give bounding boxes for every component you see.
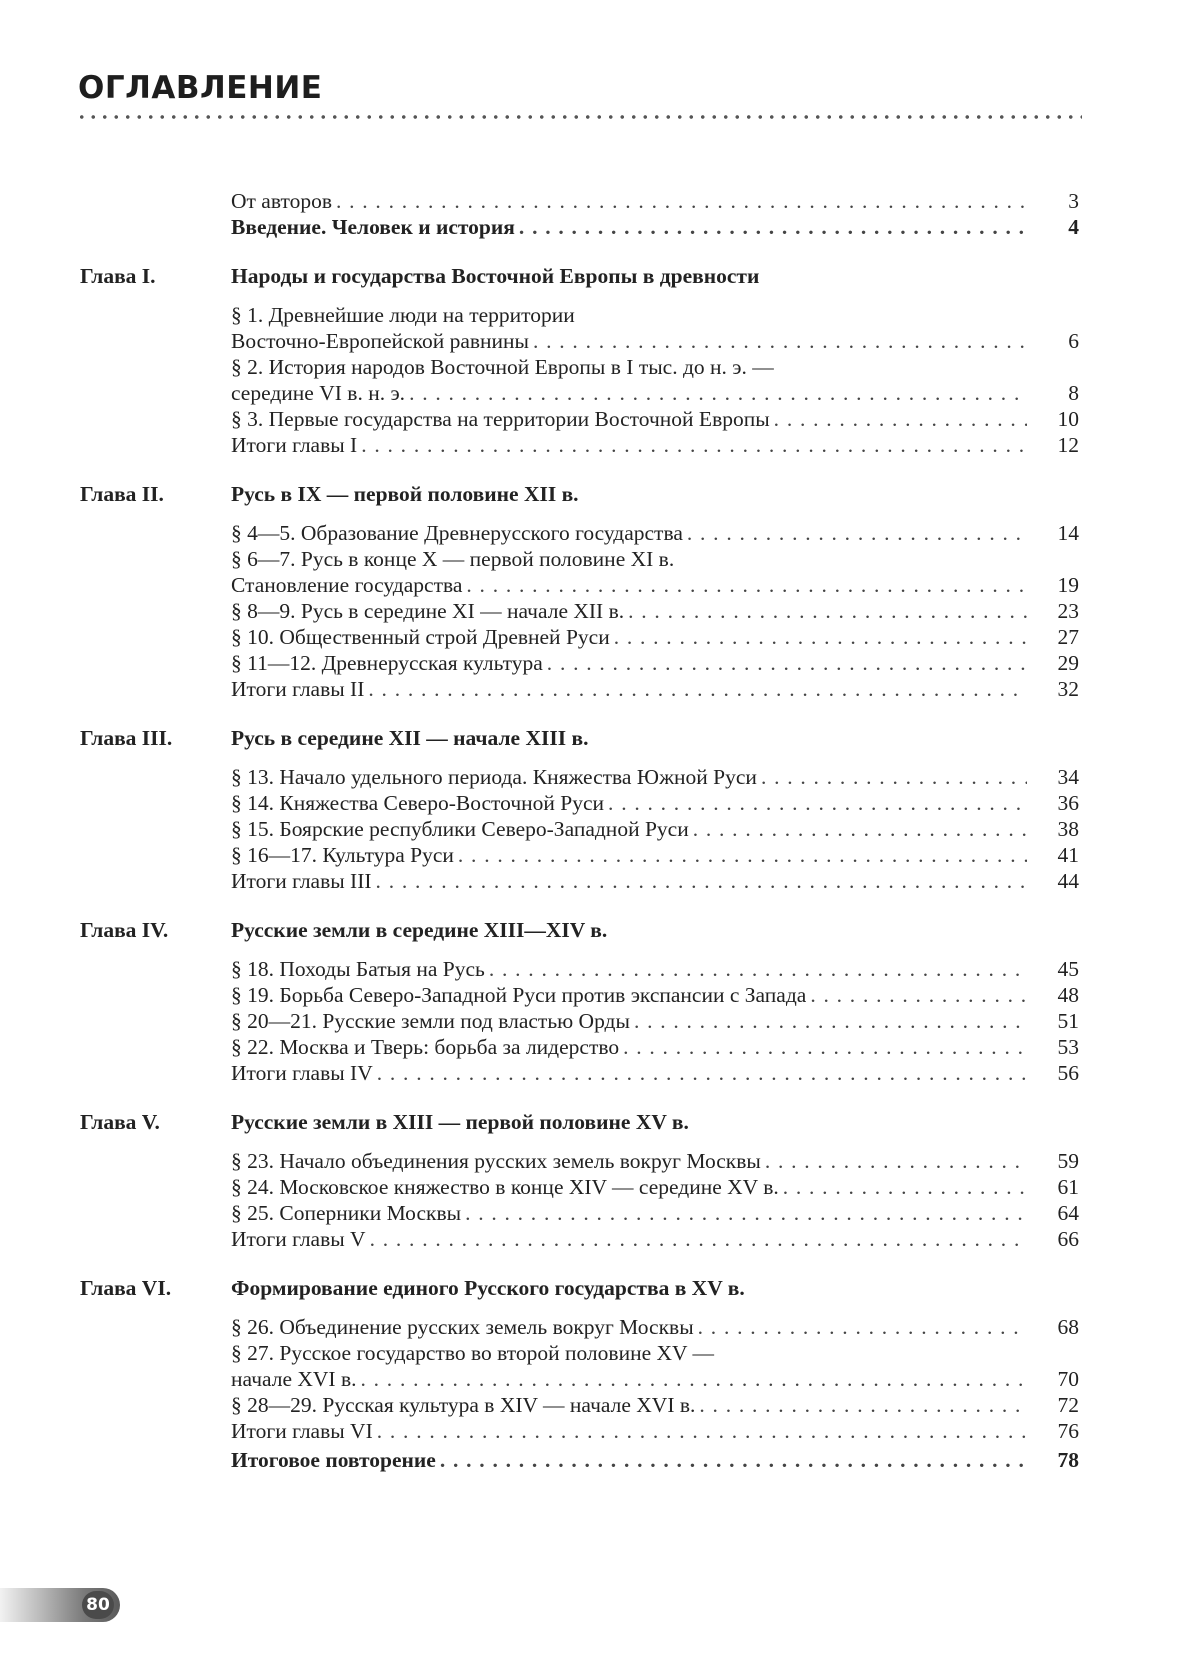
toc-entry-line	[0, 868, 1079, 894]
entry-text: § 26. Объединение русских земель вокруг Москвы	[231, 1315, 694, 1339]
chapter-title: Русские земли в XIII — первой половине XV в.	[231, 1110, 689, 1134]
dot-leader	[336, 188, 1027, 214]
toc-entry-line	[0, 188, 1079, 214]
chapter-label: Глава III.	[80, 726, 173, 750]
toc-entry-line	[0, 650, 1079, 676]
dot-leader	[687, 520, 1027, 546]
dot-leader	[614, 624, 1027, 650]
entry-text: § 18. Походы Батыя на Русь	[231, 957, 485, 981]
table-of-contents	[0, 188, 1191, 1473]
entry-page-number: 78	[1057, 1448, 1079, 1472]
entry-text: Восточно-Европейской равнины	[231, 329, 529, 353]
toc-entry-line	[0, 520, 1079, 546]
toc-entry-line	[0, 790, 1079, 816]
toc-entry-line	[0, 1226, 1079, 1252]
entry-text: § 15. Боярские республики Северо-Западной Руси	[231, 817, 689, 841]
chapter-heading	[0, 262, 1191, 290]
entry-page-number: 12	[1057, 433, 1079, 457]
chapter-title: Русские земли в середине XIII—XIV в.	[231, 918, 608, 942]
toc-entry-line	[0, 956, 1079, 982]
entry-text: Становление государства	[231, 573, 463, 597]
page-number: 80	[82, 1591, 114, 1619]
entry-text: § 11—12. Древнерусская культура	[231, 651, 543, 675]
entry-text: Итоги главы I	[231, 433, 358, 457]
chapter-label: Глава IV.	[80, 918, 169, 942]
entry-page-number: 27	[1057, 625, 1079, 649]
entry-text: Итоговое повторение	[231, 1448, 436, 1472]
chapter-section	[0, 1274, 1191, 1444]
toc-entry-line	[0, 1314, 1079, 1340]
chapter-heading	[0, 1108, 1191, 1136]
dot-leader	[783, 1174, 1027, 1200]
toc-entry-line	[0, 624, 1079, 650]
entry-text: § 24. Московское княжество в конце XIV — середине XV в.	[231, 1175, 779, 1199]
entry-text: § 4—5. Образование Древнерусского государства	[231, 521, 683, 545]
toc-entry-line	[0, 1200, 1079, 1226]
dot-leader	[519, 214, 1027, 240]
entry-text: § 6—7. Русь в конце X — первой половине XI в.	[231, 547, 675, 571]
entry-page-number: 41	[1057, 843, 1079, 867]
toc-entry-line	[0, 1366, 1079, 1392]
dot-leader	[547, 650, 1027, 676]
entry-text: § 10. Общественный строй Древней Руси	[231, 625, 610, 649]
chapter-heading	[0, 1274, 1191, 1302]
chapter-section	[0, 724, 1191, 894]
toc-entry-line	[0, 406, 1079, 432]
dot-leader	[409, 380, 1027, 406]
chapter-title: Народы и государства Восточной Европы в древности	[231, 264, 760, 288]
entry-text: § 22. Москва и Тверь: борьба за лидерство	[231, 1035, 620, 1059]
entry-text: § 27. Русское государство во второй половине XV —	[231, 1341, 715, 1365]
chapter-title: Русь в IX — первой половине XII в.	[231, 482, 579, 506]
dot-leader	[623, 1034, 1027, 1060]
dot-leader	[376, 868, 1027, 894]
entry-page-number: 19	[1057, 573, 1079, 597]
toc-entry-line	[0, 1148, 1079, 1174]
toc-entry-line	[0, 1340, 1079, 1366]
entry-text: § 2. История народов Восточной Европы в I тыс. до н. э. —	[231, 355, 774, 379]
entry-page-number: 56	[1057, 1061, 1079, 1085]
toc-entry-line	[0, 676, 1079, 702]
dot-leader	[440, 1447, 1027, 1473]
dot-leader	[628, 598, 1027, 624]
chapter-label: Глава I.	[80, 264, 156, 288]
chapter-section	[0, 1108, 1191, 1252]
entry-text: § 8—9. Русь в середине XI — начале XII в.	[231, 599, 625, 623]
chapter-section	[0, 262, 1191, 458]
chapter-label: Глава V.	[80, 1110, 160, 1134]
toc-entry-line	[0, 1060, 1079, 1086]
entry-text: § 16—17. Культура Руси	[231, 843, 454, 867]
dot-leader	[377, 1060, 1027, 1086]
entry-page-number: 45	[1057, 957, 1079, 981]
entry-text: § 25. Соперники Москвы	[231, 1201, 462, 1225]
title-dotted-rule	[76, 114, 1082, 120]
entry-page-number: 61	[1057, 1175, 1079, 1199]
entry-text: Итоги главы II	[231, 677, 365, 701]
entry-page-number: 59	[1057, 1149, 1079, 1173]
entry-page-number: 34	[1057, 765, 1079, 789]
entry-page-number: 51	[1057, 1009, 1079, 1033]
dot-leader	[698, 1314, 1027, 1340]
dot-leader	[489, 956, 1027, 982]
dot-leader	[699, 1392, 1027, 1418]
dot-leader	[761, 764, 1027, 790]
toc-entry-line	[0, 842, 1079, 868]
chapter-heading	[0, 724, 1191, 752]
toc-entry-line	[0, 1418, 1079, 1444]
toc-entry-line	[0, 1392, 1079, 1418]
entry-text: Итоги главы VI	[231, 1419, 373, 1443]
entry-page-number: 48	[1057, 983, 1079, 1007]
entry-text: § 3. Первые государства на территории Восточной Европы	[231, 407, 770, 431]
entry-page-number: 64	[1057, 1201, 1079, 1225]
chapter-section	[0, 916, 1191, 1086]
toc-entry-line	[0, 598, 1079, 624]
dot-leader	[377, 1418, 1027, 1444]
entry-text: начале XVI в.	[231, 1367, 357, 1391]
entry-page-number: 36	[1057, 791, 1079, 815]
entry-page-number: 44	[1057, 869, 1079, 893]
dot-leader	[370, 1226, 1027, 1252]
page-number-tab	[0, 1588, 120, 1622]
entry-text: Итоги главы V	[231, 1227, 366, 1251]
chapter-section	[0, 480, 1191, 702]
toc-entry-line	[0, 1034, 1079, 1060]
entry-page-number: 76	[1057, 1419, 1079, 1443]
toc-entry-line	[0, 214, 1079, 240]
entry-text: § 1. Древнейшие люди на территории	[231, 303, 575, 327]
toc-entry-line	[0, 354, 1079, 380]
dot-leader	[361, 432, 1027, 458]
dot-leader	[361, 1366, 1028, 1392]
entry-text: Итоги главы III	[231, 869, 372, 893]
toc-entry-line	[0, 1447, 1079, 1473]
entry-page-number: 3	[1068, 189, 1079, 213]
dot-leader	[765, 1148, 1027, 1174]
chapter-label: Глава II.	[80, 482, 164, 506]
toc-entry-line	[0, 380, 1079, 406]
dot-leader	[774, 406, 1027, 432]
entry-page-number: 53	[1057, 1035, 1079, 1059]
entry-page-number: 23	[1057, 599, 1079, 623]
entry-text: Итоги главы IV	[231, 1061, 373, 1085]
chapter-heading	[0, 916, 1191, 944]
entry-page-number: 70	[1057, 1367, 1079, 1391]
toc-entry-line	[0, 982, 1079, 1008]
entry-text: § 14. Княжества Северо-Восточной Руси	[231, 791, 605, 815]
dot-leader	[608, 790, 1027, 816]
entry-text: § 20—21. Русские земли под властью Орды	[231, 1009, 630, 1033]
entry-text: От авторов	[231, 189, 332, 213]
chapter-label: Глава VI.	[80, 1276, 172, 1300]
entry-text: § 28—29. Русская культура в XIV — начале XVI в.	[231, 1393, 696, 1417]
toc-entry-line	[0, 816, 1079, 842]
entry-page-number: 14	[1057, 521, 1079, 545]
chapter-title: Русь в середине XII — начале XIII в.	[231, 726, 589, 750]
dot-leader	[458, 842, 1027, 868]
toc-entry-line	[0, 328, 1079, 354]
entry-text: § 23. Начало объединения русских земель вокруг Москвы	[231, 1149, 761, 1173]
entry-text: середине VI в. н. э.	[231, 381, 406, 405]
dot-leader	[466, 572, 1027, 598]
page-title: ОГЛАВЛЕНИЕ	[78, 70, 323, 106]
toc-entry-line	[0, 764, 1079, 790]
entry-page-number: 8	[1068, 381, 1079, 405]
entry-page-number: 38	[1057, 817, 1079, 841]
entry-page-number: 68	[1057, 1315, 1079, 1339]
chapter-title: Формирование единого Русского государства в XV в.	[231, 1276, 745, 1300]
toc-entry-line	[0, 302, 1079, 328]
dot-leader	[693, 816, 1027, 842]
entry-page-number: 6	[1068, 329, 1079, 353]
dot-leader	[810, 982, 1027, 1008]
entry-page-number: 66	[1057, 1227, 1079, 1251]
toc-entry-line	[0, 432, 1079, 458]
chapter-heading	[0, 480, 1191, 508]
dot-leader	[533, 328, 1027, 354]
entry-text: § 19. Борьба Северо-Западной Руси против экспансии с Запада	[231, 983, 807, 1007]
toc-entry-line	[0, 1174, 1079, 1200]
dot-leader	[634, 1008, 1027, 1034]
toc-entry-line	[0, 546, 1079, 572]
entry-page-number: 4	[1068, 215, 1079, 239]
entry-page-number: 32	[1057, 677, 1079, 701]
entry-page-number: 29	[1057, 651, 1079, 675]
dot-leader	[465, 1200, 1027, 1226]
entry-page-number: 10	[1057, 407, 1079, 431]
entry-text: Введение. Человек и история	[231, 215, 515, 239]
entry-page-number: 72	[1057, 1393, 1079, 1417]
dot-leader	[368, 676, 1027, 702]
toc-entry-line	[0, 1008, 1079, 1034]
toc-entry-line	[0, 572, 1079, 598]
entry-text: § 13. Начало удельного периода. Княжества Южной Руси	[231, 765, 757, 789]
